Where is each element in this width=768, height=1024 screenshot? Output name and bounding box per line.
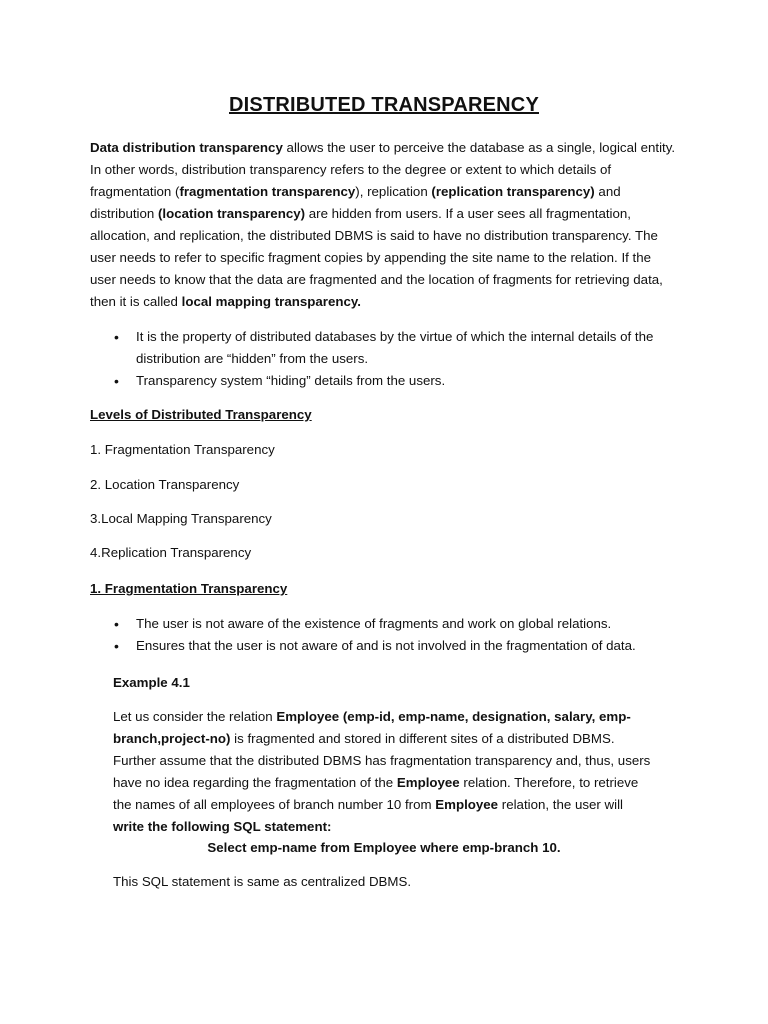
- property-bullet-list: [112, 326, 672, 392]
- page-title: DISTRIBUTED TRANSPARENCY: [229, 94, 539, 116]
- closing-text: This SQL statement is same as centralized DBMS.: [113, 874, 412, 889]
- level-item-4: 4.Replication Transparency: [90, 545, 252, 560]
- intro-frag-term: fragmentation transparency: [179, 184, 356, 199]
- intro-text-1: allows the user to perceive the database as a single, logical entity. In other words, distribution transparency refers to the degree or extent to which details of fragmentation (: [90, 140, 676, 199]
- example-text-4: relation, the user will: [498, 797, 623, 812]
- list-item: • Transparency system “hiding” details from the users.: [112, 370, 672, 392]
- intro-loc-term: (location transparency): [158, 206, 306, 221]
- example-text-1: Let us consider the relation: [113, 709, 277, 724]
- intro-text-2: ), replication: [355, 184, 432, 199]
- intro-text-3: and distribution: [90, 184, 621, 221]
- list-item: • Ensures that the user is not aware of and is not involved in the fragmentation of data.: [112, 635, 672, 657]
- fragmentation-heading: 1. Fragmentation Transparency: [90, 581, 288, 596]
- level-item-3: 3.Local Mapping Transparency: [90, 511, 272, 526]
- example-employee-1: Employee: [396, 775, 460, 790]
- intro-paragraph: [90, 137, 680, 313]
- intro-lmt-term: local mapping transparency.: [181, 294, 361, 309]
- intro-rep-term: (replication transparency): [431, 184, 595, 199]
- levels-heading: Levels of Distributed Transparency: [90, 407, 312, 422]
- fragmentation-bullet-list: [112, 613, 672, 657]
- example-text-2: is fragmented and stored in different sites of a distributed DBMS. Further assume that the distributed DBMS has fragmentation transparency and, thus, users have no idea regarding the fragmentation of the: [113, 731, 651, 790]
- example-heading: Example 4.1: [113, 675, 190, 690]
- list-item: • The user is not aware of the existence of fragments and work on global relations.: [112, 613, 672, 635]
- level-item-2: 2. Location Transparency: [90, 477, 240, 492]
- list-item: • It is the property of distributed databases by the virtue of which the internal details of the distribution are “hidden” from the users.: [112, 326, 672, 370]
- example-relation: Employee (emp-id, emp-name, designation, salary, emp-branch,project-no): [113, 709, 631, 746]
- level-item-1: 1. Fragmentation Transparency: [90, 442, 275, 457]
- intro-text-4: are hidden from users. If a user sees all fragmentation, allocation, and replication, the distributed DBMS is said to have no distribution transparency. The user needs to refer to specific fragment copies by appending the site name to the relation. If the user needs to know that the data are fragmented and the location of fragments for retrieving data, then it is called: [90, 206, 663, 309]
- example-paragraph: [113, 706, 653, 838]
- intro-bold-term: Data distribution transparency: [90, 140, 283, 155]
- example-employee-2: Employee: [435, 797, 499, 812]
- sql-statement: Select emp-name from Employee where emp-branch 10.: [207, 840, 561, 855]
- example-sql-intro: write the following SQL statement:: [113, 819, 332, 834]
- example-text-3: relation. Therefore, to retrieve the names of all employees of branch number 10 from: [113, 775, 639, 812]
